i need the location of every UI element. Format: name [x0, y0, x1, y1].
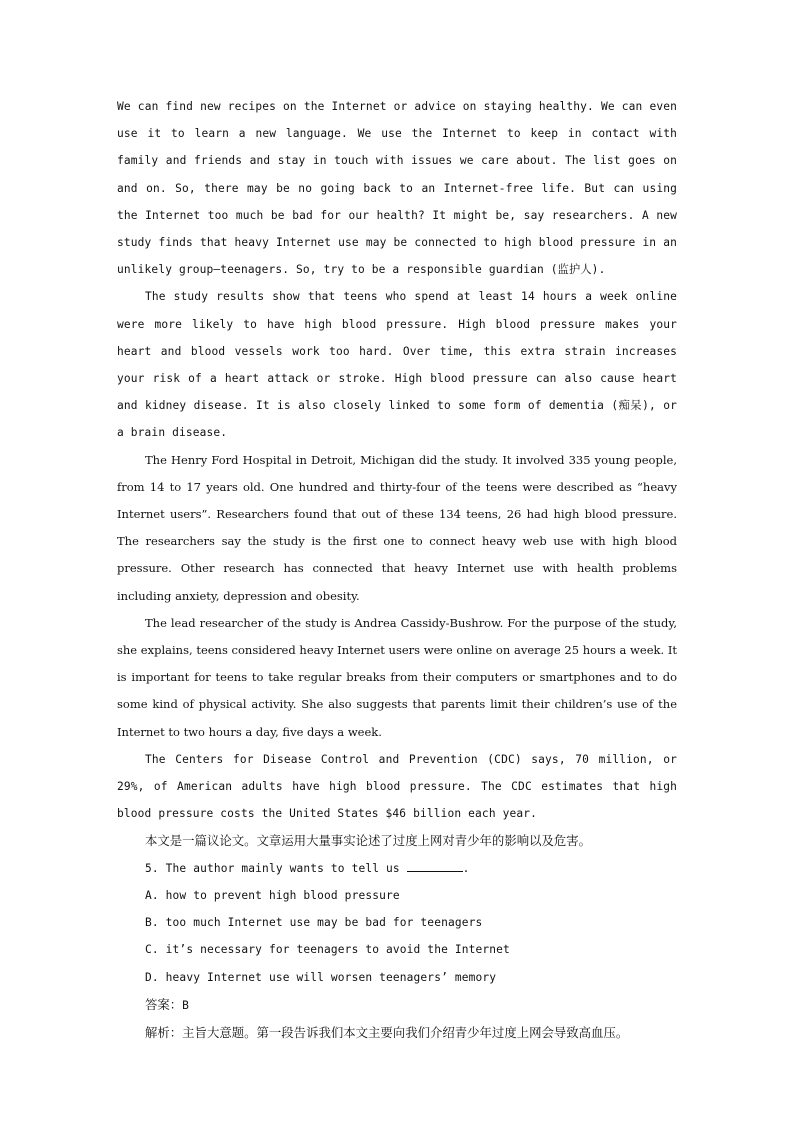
passage-paragraph-5: The Centers for Disease Control and Prevention (CDC) says, 70 million, or 29%, of American adults have high blood pressure. The CDC estimates that high blood pressure costs the United States $46 billion each year.: [117, 752, 677, 821]
passage-paragraph-4: The lead researcher of the study is Andrea Cassidy-Bushrow. For the purpose of the study, she explains, teens considered heavy Internet users were online on average 25 hours a week. It is important for teens to take regular breaks from their computers or smartphones and to do some kind of physical activity. She also suggests that parents limit their children’s use of the Internet to two hours a day, five days a week.: [117, 615, 677, 739]
analysis-line: [117, 1019, 677, 1046]
answer-value: B: [182, 998, 190, 1012]
question-stem-end: .: [462, 861, 470, 875]
option-b: B. too much Internet use may be bad for teenagers: [145, 916, 483, 930]
answer-label: 答案：: [145, 996, 183, 1012]
answer-line: [117, 991, 677, 1019]
document-page: [117, 93, 677, 1046]
option-a: A. how to prevent high blood pressure: [145, 888, 400, 902]
passage-paragraph-2: The study results show that teens who spend at least 14 hours a week online were more likely to have high blood pressure. High blood pressure makes your heart and blood vessels work too hard. Over time, this extra strain increases your risk of a heart attack or stroke. High blood pressure can also cause heart and kidney disease. It is also closely linked to some form of dementia (痴呆), or a brain disease.: [117, 290, 677, 440]
option-c: C. it’s necessary for teenagers to avoid the Internet: [145, 943, 510, 957]
passage-paragraph-3: The Henry Ford Hospital in Detroit, Michigan did the study. It involved 335 young people, from 14 to 17 years old. One hundred and thirty-four of the teens were described as “heavy Internet users”. Researchers found that out of these 134 teens, 26 had high blood pressure. The researchers say the study is the first one to connect heavy web use with high blood pressure. Other research has connected that heavy Internet use with health problems including anxiety, depression and obesity.: [117, 452, 677, 603]
passage-summary: 本文是一篇议论文。文章运用大量事实论述了过度上网对青少年的影响以及危害。: [145, 833, 592, 849]
question-stem: [117, 855, 677, 882]
passage-paragraph-1: We can find new recipes on the Internet or advice on staying healthy. We can even use it to learn a new language. We use the Internet to keep in contact with family and friends and stay in touch with issues we care about. The list goes on and on. So, there may be no going back to an Internet-free life. But can using the Internet too much be bad for our health? It might be, say researchers. A new study finds that heavy Internet use may be connected to high blood pressure in an unlikely group—teenagers. So, try to be a responsible guardian (监护人).: [117, 100, 677, 277]
answer-blank: [407, 858, 463, 872]
analysis-text: 主旨大意题。第一段告诉我们本文主要向我们介绍青少年过度上网会导致高血压。: [182, 1024, 629, 1040]
analysis-label: 解析：: [145, 1024, 183, 1040]
question-stem-text: 5. The author mainly wants to tell us: [145, 861, 407, 875]
option-d: D. heavy Internet use will worsen teenagers’ memory: [145, 970, 497, 984]
